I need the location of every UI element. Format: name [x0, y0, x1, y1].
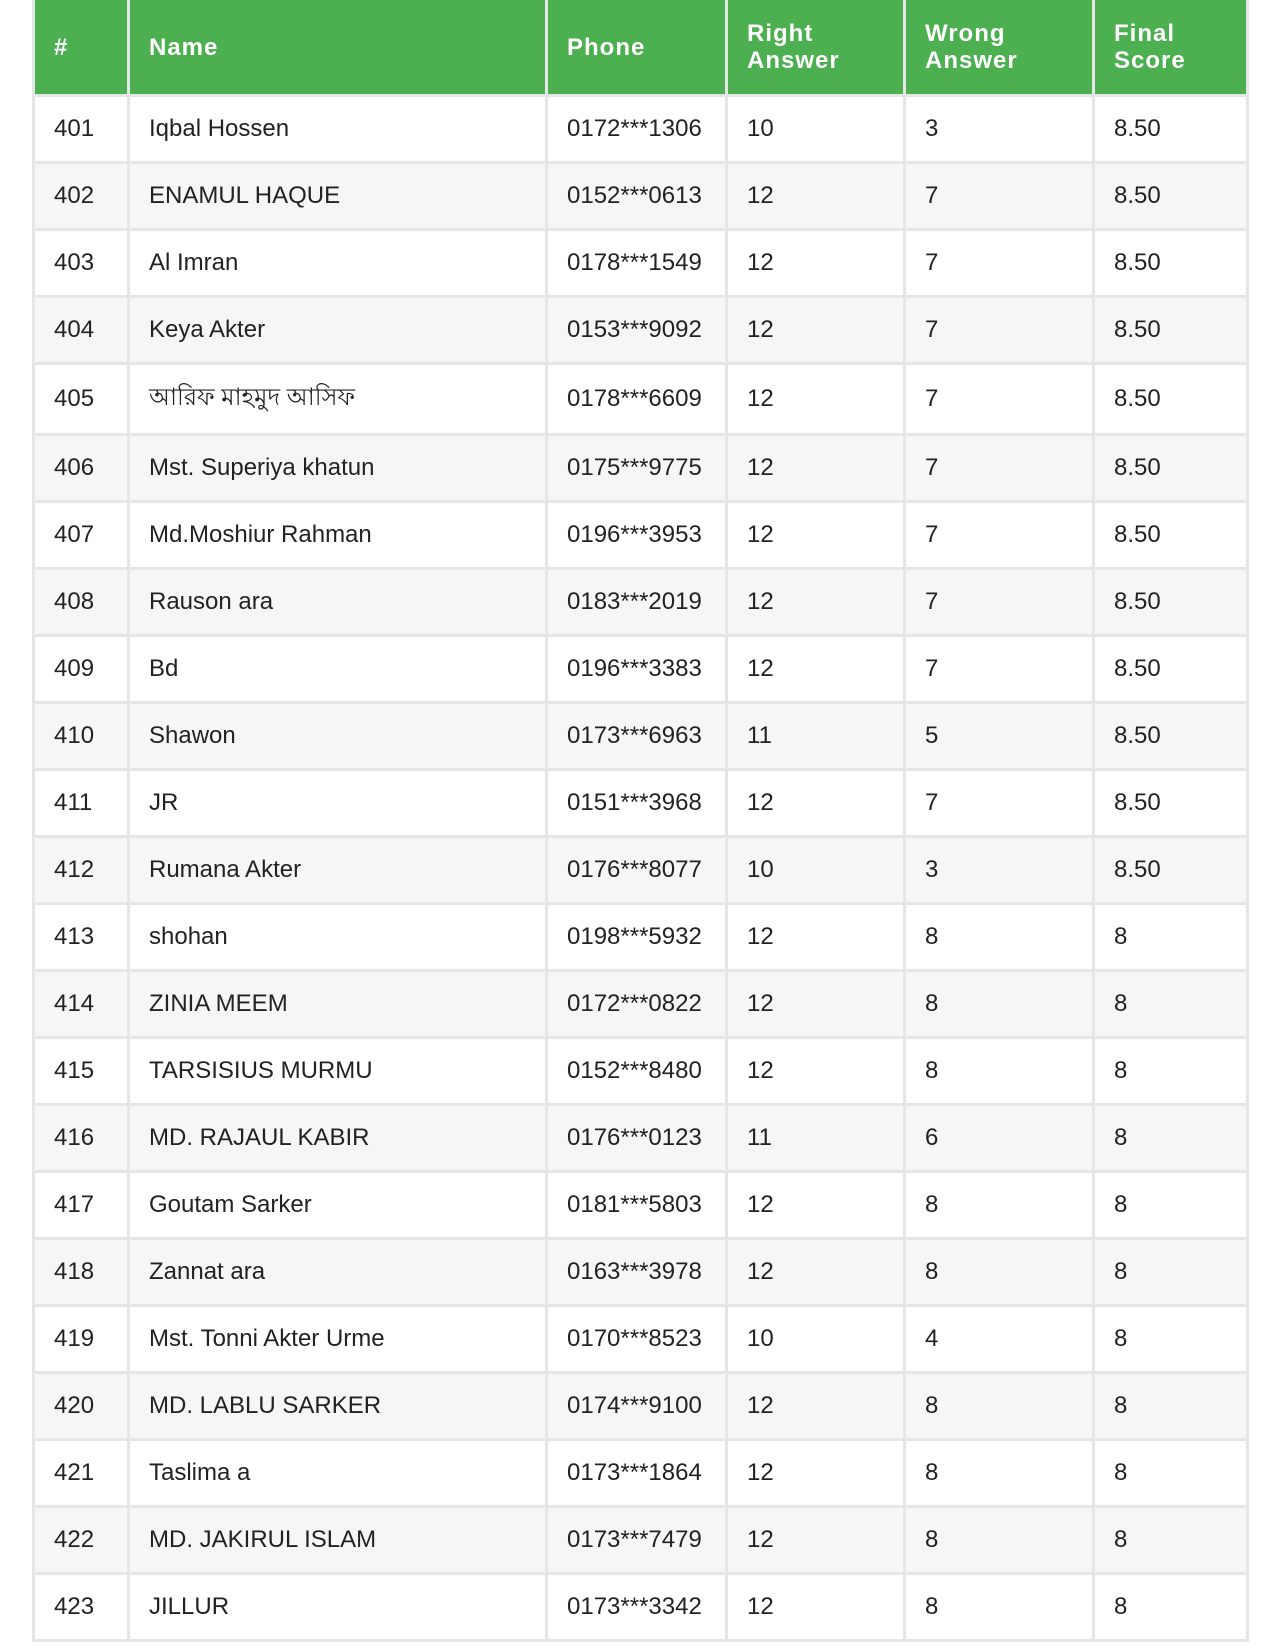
cell-final-score: 8: [1094, 1507, 1248, 1574]
cell-right-answer: 12: [727, 297, 905, 364]
cell-num: 419: [34, 1306, 129, 1373]
cell-phone: 0196***3953: [547, 502, 727, 569]
table-row: [34, 502, 1248, 569]
cell-name: Rumana Akter: [129, 837, 547, 904]
cell-wrong-answer: 8: [905, 1239, 1094, 1306]
cell-final-score: 8.50: [1094, 163, 1248, 230]
cell-phone: 0178***6609: [547, 364, 727, 435]
table-row: [34, 364, 1248, 435]
cell-wrong-answer: 8: [905, 1172, 1094, 1239]
cell-name: TARSISIUS MURMU: [129, 1038, 547, 1105]
cell-name: JILLUR: [129, 1574, 547, 1641]
header-wrong-answer: Wrong Answer: [905, 0, 1094, 96]
cell-right-answer: 12: [727, 1440, 905, 1507]
cell-right-answer: 11: [727, 703, 905, 770]
cell-num: 411: [34, 770, 129, 837]
cell-final-score: 8: [1094, 1239, 1248, 1306]
cell-final-score: 8: [1094, 904, 1248, 971]
cell-final-score: 8.50: [1094, 770, 1248, 837]
table-row: [34, 297, 1248, 364]
table-row: [34, 96, 1248, 163]
cell-phone: 0176***0123: [547, 1105, 727, 1172]
cell-name: ZINIA MEEM: [129, 971, 547, 1038]
cell-final-score: 8.50: [1094, 569, 1248, 636]
cell-phone: 0196***3383: [547, 636, 727, 703]
cell-name: Rauson ara: [129, 569, 547, 636]
cell-right-answer: 12: [727, 971, 905, 1038]
cell-final-score: 8: [1094, 1105, 1248, 1172]
cell-final-score: 8.50: [1094, 364, 1248, 435]
cell-wrong-answer: 7: [905, 569, 1094, 636]
cell-num: 406: [34, 435, 129, 502]
table-row: [34, 163, 1248, 230]
cell-name: shohan: [129, 904, 547, 971]
cell-phone: 0173***3342: [547, 1574, 727, 1641]
cell-right-answer: 12: [727, 1373, 905, 1440]
cell-name: MD. RAJAUL KABIR: [129, 1105, 547, 1172]
cell-right-answer: 12: [727, 502, 905, 569]
cell-phone: 0152***8480: [547, 1038, 727, 1105]
cell-name: Mst. Superiya khatun: [129, 435, 547, 502]
cell-wrong-answer: 7: [905, 364, 1094, 435]
cell-right-answer: 12: [727, 569, 905, 636]
cell-right-answer: 12: [727, 1507, 905, 1574]
table-row: [34, 904, 1248, 971]
cell-phone: 0176***8077: [547, 837, 727, 904]
cell-wrong-answer: 8: [905, 1038, 1094, 1105]
cell-num: 415: [34, 1038, 129, 1105]
cell-right-answer: 11: [727, 1105, 905, 1172]
cell-wrong-answer: 7: [905, 230, 1094, 297]
table-row: [34, 1038, 1248, 1105]
header-right-answer: Right Answer: [727, 0, 905, 96]
cell-wrong-answer: 5: [905, 703, 1094, 770]
cell-phone: 0173***7479: [547, 1507, 727, 1574]
cell-wrong-answer: 8: [905, 1507, 1094, 1574]
cell-name: Md.Moshiur Rahman: [129, 502, 547, 569]
cell-name: Shawon: [129, 703, 547, 770]
table-row: [34, 230, 1248, 297]
cell-name: Taslima a: [129, 1440, 547, 1507]
table-row: [34, 971, 1248, 1038]
results-table-container: [32, 0, 1246, 1642]
table-row: [34, 636, 1248, 703]
cell-phone: 0152***0613: [547, 163, 727, 230]
cell-final-score: 8.50: [1094, 703, 1248, 770]
cell-wrong-answer: 8: [905, 971, 1094, 1038]
cell-phone: 0174***9100: [547, 1373, 727, 1440]
header-num: #: [34, 0, 129, 96]
cell-wrong-answer: 8: [905, 1373, 1094, 1440]
cell-num: 414: [34, 971, 129, 1038]
cell-right-answer: 10: [727, 96, 905, 163]
cell-phone: 0183***2019: [547, 569, 727, 636]
cell-num: 409: [34, 636, 129, 703]
cell-phone: 0151***3968: [547, 770, 727, 837]
cell-right-answer: 12: [727, 1239, 905, 1306]
cell-num: 404: [34, 297, 129, 364]
cell-phone: 0173***6963: [547, 703, 727, 770]
header-row: [34, 0, 1248, 96]
table-row: [34, 569, 1248, 636]
table-row: [34, 1239, 1248, 1306]
cell-right-answer: 12: [727, 1038, 905, 1105]
cell-name: JR: [129, 770, 547, 837]
cell-phone: 0175***9775: [547, 435, 727, 502]
cell-right-answer: 10: [727, 837, 905, 904]
cell-num: 403: [34, 230, 129, 297]
cell-num: 420: [34, 1373, 129, 1440]
results-table: [32, 0, 1249, 1642]
cell-wrong-answer: 7: [905, 435, 1094, 502]
cell-right-answer: 12: [727, 904, 905, 971]
cell-name: Iqbal Hossen: [129, 96, 547, 163]
cell-final-score: 8: [1094, 1172, 1248, 1239]
cell-phone: 0153***9092: [547, 297, 727, 364]
cell-num: 401: [34, 96, 129, 163]
cell-final-score: 8: [1094, 1373, 1248, 1440]
cell-wrong-answer: 8: [905, 1574, 1094, 1641]
cell-final-score: 8: [1094, 1574, 1248, 1641]
cell-wrong-answer: 4: [905, 1306, 1094, 1373]
cell-num: 422: [34, 1507, 129, 1574]
cell-final-score: 8: [1094, 1440, 1248, 1507]
cell-right-answer: 12: [727, 163, 905, 230]
cell-final-score: 8.50: [1094, 230, 1248, 297]
table-row: [34, 1306, 1248, 1373]
cell-num: 416: [34, 1105, 129, 1172]
table-header: [34, 0, 1248, 96]
cell-wrong-answer: 7: [905, 636, 1094, 703]
table-row: [34, 435, 1248, 502]
cell-num: 417: [34, 1172, 129, 1239]
cell-num: 405: [34, 364, 129, 435]
header-phone: Phone: [547, 0, 727, 96]
cell-wrong-answer: 7: [905, 163, 1094, 230]
cell-right-answer: 12: [727, 770, 905, 837]
cell-final-score: 8.50: [1094, 297, 1248, 364]
cell-phone: 0172***1306: [547, 96, 727, 163]
header-final-score: Final Score: [1094, 0, 1248, 96]
cell-wrong-answer: 7: [905, 502, 1094, 569]
cell-num: 402: [34, 163, 129, 230]
cell-wrong-answer: 8: [905, 1440, 1094, 1507]
cell-num: 423: [34, 1574, 129, 1641]
table-row: [34, 1172, 1248, 1239]
cell-num: 413: [34, 904, 129, 971]
table-row: [34, 703, 1248, 770]
cell-final-score: 8.50: [1094, 96, 1248, 163]
cell-right-answer: 12: [727, 364, 905, 435]
cell-phone: 0163***3978: [547, 1239, 727, 1306]
cell-right-answer: 12: [727, 230, 905, 297]
cell-wrong-answer: 3: [905, 96, 1094, 163]
cell-name: Al Imran: [129, 230, 547, 297]
cell-right-answer: 12: [727, 435, 905, 502]
cell-num: 412: [34, 837, 129, 904]
table-row: [34, 1440, 1248, 1507]
cell-right-answer: 12: [727, 1574, 905, 1641]
cell-name: MD. LABLU SARKER: [129, 1373, 547, 1440]
cell-num: 408: [34, 569, 129, 636]
header-name: Name: [129, 0, 547, 96]
cell-name: ENAMUL HAQUE: [129, 163, 547, 230]
cell-wrong-answer: 7: [905, 297, 1094, 364]
cell-phone: 0198***5932: [547, 904, 727, 971]
cell-wrong-answer: 8: [905, 904, 1094, 971]
cell-final-score: 8.50: [1094, 636, 1248, 703]
cell-wrong-answer: 6: [905, 1105, 1094, 1172]
cell-wrong-answer: 3: [905, 837, 1094, 904]
cell-final-score: 8: [1094, 1306, 1248, 1373]
table-row: [34, 1105, 1248, 1172]
table-body: [34, 96, 1248, 1641]
cell-phone: 0172***0822: [547, 971, 727, 1038]
cell-final-score: 8.50: [1094, 837, 1248, 904]
cell-name: Keya Akter: [129, 297, 547, 364]
cell-final-score: 8: [1094, 971, 1248, 1038]
cell-right-answer: 12: [727, 1172, 905, 1239]
cell-phone: 0178***1549: [547, 230, 727, 297]
cell-final-score: 8.50: [1094, 502, 1248, 569]
cell-num: 407: [34, 502, 129, 569]
cell-num: 410: [34, 703, 129, 770]
cell-phone: 0173***1864: [547, 1440, 727, 1507]
cell-name: Goutam Sarker: [129, 1172, 547, 1239]
table-row: [34, 1574, 1248, 1641]
cell-final-score: 8: [1094, 1038, 1248, 1105]
table-row: [34, 1507, 1248, 1574]
cell-name: Zannat ara: [129, 1239, 547, 1306]
cell-name: আরিফ মাহমুদ আসিফ: [129, 364, 547, 435]
cell-final-score: 8.50: [1094, 435, 1248, 502]
cell-num: 421: [34, 1440, 129, 1507]
cell-right-answer: 12: [727, 636, 905, 703]
cell-name: Mst. Tonni Akter Urme: [129, 1306, 547, 1373]
cell-right-answer: 10: [727, 1306, 905, 1373]
cell-wrong-answer: 7: [905, 770, 1094, 837]
cell-num: 418: [34, 1239, 129, 1306]
cell-phone: 0170***8523: [547, 1306, 727, 1373]
table-row: [34, 770, 1248, 837]
cell-name: Bd: [129, 636, 547, 703]
cell-name: MD. JAKIRUL ISLAM: [129, 1507, 547, 1574]
table-row: [34, 1373, 1248, 1440]
cell-phone: 0181***5803: [547, 1172, 727, 1239]
table-row: [34, 837, 1248, 904]
